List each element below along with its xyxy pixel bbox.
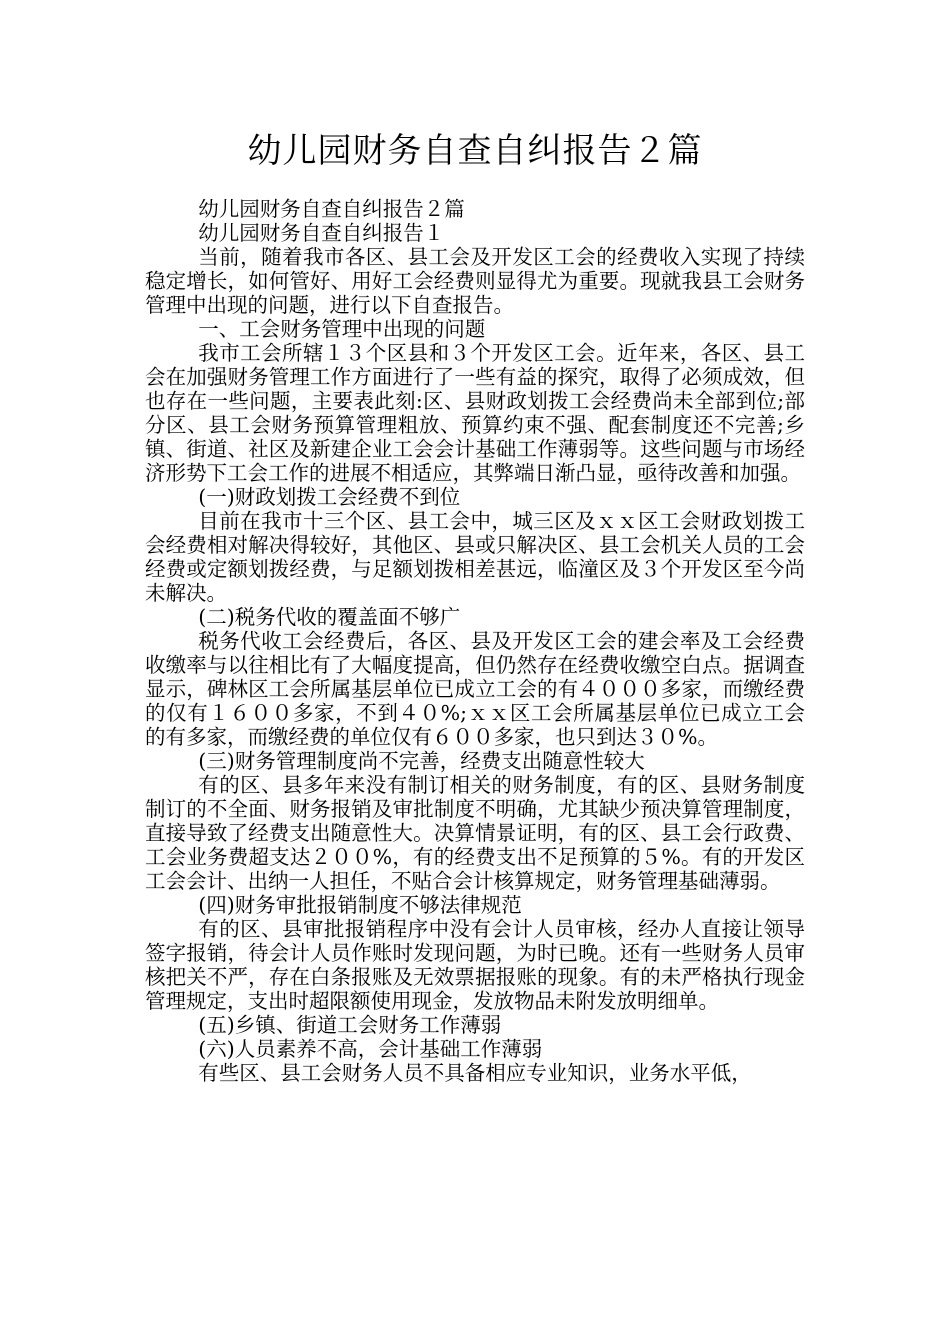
subheading-2: (二)税务代收的覆盖面不够广 (198, 605, 461, 629)
document-body (145, 197, 805, 1085)
subheading-3: (三)财务管理制度尚不完善，经费支出随意性较大 (198, 749, 645, 773)
paragraph-4: 有的区、县审批报销程序中没有会计人员审核，经办人直接让领导签字报销，待会计人员作账时发现问题，为时已晚。还有一些财务人员审核把关不严，存在白条报账及无效票据报账的现象。有的未严格执行现金管理规定，支出时超限额使用现金，发放物品未附发放明细单。 (145, 917, 805, 1013)
paragraph-6: 有些区、县工会财务人员不具备相应专业知识，业务水平低， (198, 1061, 752, 1085)
paragraph-2: 税务代收工会经费后，各区、县及开发区工会的建会率及工会经费收缴率与以往相比有了大幅度提高，但仍然存在经费收缴空白点。据调查显示，碑林区工会所属基层单位已成立工会的有４０００多家，而缴经费的仅有１６００多家，不到４０%;ｘｘ区工会所属基层单位已成立工会的有多家，而缴经费的单位仅有６００多家，也只到达３０%。 (145, 629, 805, 749)
subheading-6: (六)人员素养不高，会计基础工作薄弱 (198, 1037, 543, 1061)
section-heading-problems: 一、工会财务管理中出现的问题 (198, 317, 486, 341)
paragraph-overview: 我市工会所辖１３个区县和３个开发区工会。近年来，各区、县工会在加强财务管理工作方面进行了一些有益的探究，取得了必须成效，但也存在一些问题，主要表此刻:区、县财政划拨工会经费尚未全部到位;部分区、县工会财务预算管理粗放、预算约束不强、配套制度还不完善;乡镇、街道、社区及新建企业工会会计基础工作薄弱等。这些问题与市场经济形势下工会工作的进展不相适应，其弊端日渐凸显，亟待改善和加强。 (145, 341, 805, 485)
paragraph-1: 目前在我市十三个区、县工会中，城三区及ｘｘ区工会财政划拨工会经费相对解决得较好，其他区、县或只解决区、县工会机关人员的工会经费或定额划拨经费，与足额划拨相差甚远，临潼区及３个开发区至今尚未解决。 (145, 509, 805, 605)
paragraph-3: 有的区、县多年来没有制订相关的财务制度，有的区、县财务制度制订的不全面、财务报销及审批制度不明确，尤其缺少预决算管理制度，直接导致了经费支出随意性大。决算情景证明，有的区、县工会行政费、工会业务费超支达２００%，有的经费支出不足预算的５%。有的开发区工会会计、出纳一人担任，不贴合会计核算规定，财务管理基础薄弱。 (145, 773, 805, 893)
subheading-4: (四)财务审批报销制度不够法律规范 (198, 893, 522, 917)
document-title: 幼儿园财务自查自纠报告２篇 (247, 131, 703, 171)
paragraph-subtitle: 幼儿园财务自查自纠报告２篇 (198, 197, 465, 221)
paragraph-intro: 当前，随着我市各区、县工会及开发区工会的经费收入实现了持续稳定增长，如何管好、用好工会经费则显得尤为重要。现就我县工会财务管理中出现的问题，进行以下自查报告。 (145, 245, 805, 317)
paragraph-report-heading: 幼儿园财务自查自纠报告１ (198, 221, 445, 245)
subheading-5: (五)乡镇、街道工会财务工作薄弱 (198, 1013, 502, 1037)
subheading-1: (一)财政划拨工会经费不到位 (198, 485, 461, 509)
